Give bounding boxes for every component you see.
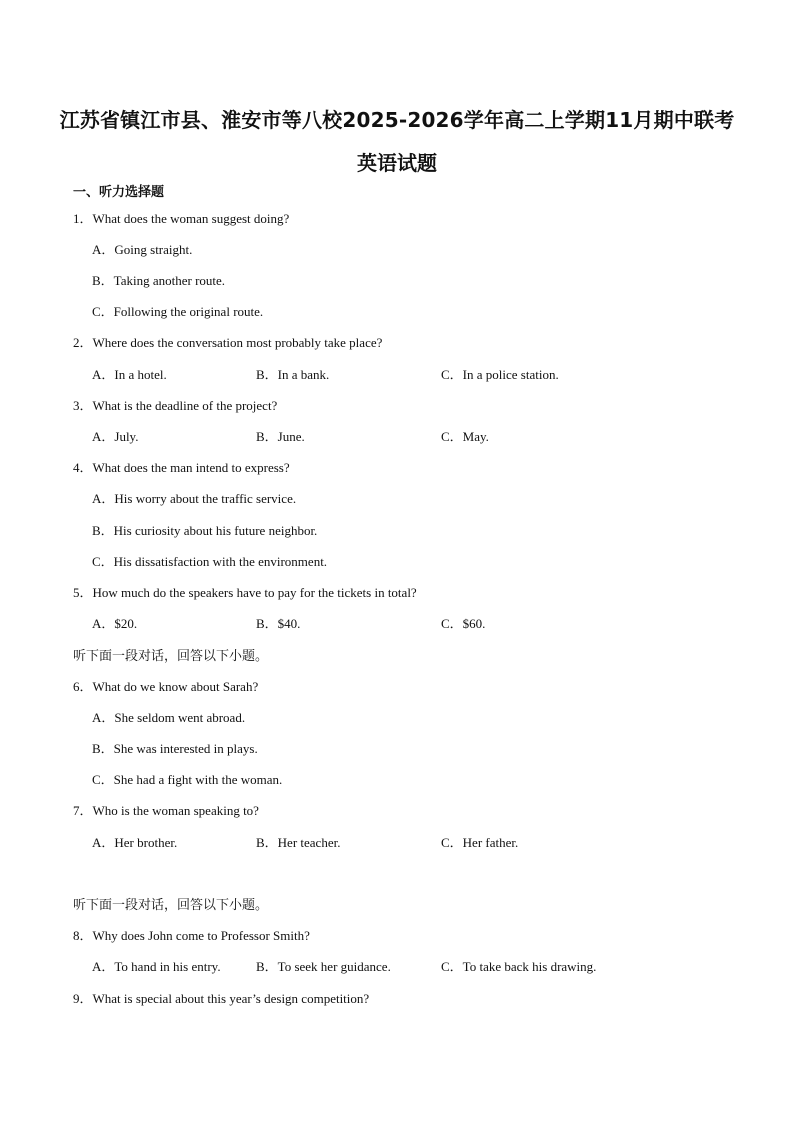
listening-instruction: 听下面一段对话，回答以下小题。 (73, 898, 269, 913)
option-2b: B．In a bank. (256, 367, 330, 382)
option-3a: A．July. (92, 429, 139, 444)
option-1c: C．Following the original route. (92, 304, 264, 319)
option-2a: A．In a hotel. (92, 367, 167, 382)
question-text: What does the woman suggest doing? (92, 211, 290, 226)
option-6b: B．She was interested in plays. (92, 741, 258, 756)
option-7a: A．Her brother. (92, 835, 178, 850)
question-text: What do we know about Sarah? (92, 679, 259, 694)
question-6 (73, 676, 258, 695)
option-6c: C．She had a fight with the woman. (92, 772, 283, 787)
question-8 (73, 925, 310, 944)
question-number: 2． (73, 335, 93, 350)
option-4a: A．His worry about the traffic service. (92, 491, 297, 506)
option-4b: B．His curiosity about his future neighbor. (92, 523, 318, 538)
option-6a: A．She seldom went abroad. (92, 710, 246, 725)
option-5c: C．$60. (441, 616, 486, 631)
option-8c: C．To take back his drawing. (441, 959, 597, 974)
question-text: Why does John come to Professor Smith? (92, 928, 310, 943)
question-text: Where does the conversation most probably take place? (92, 335, 383, 350)
question-number: 9． (73, 991, 93, 1006)
question-4 (73, 457, 290, 476)
option-8b: B．To seek her guidance. (256, 959, 391, 974)
question-text: Who is the woman speaking to? (92, 803, 259, 818)
document-title: 江苏省镇江市县、淮安市等八校2025-2026学年高二上学期11月期中联考 (59, 108, 735, 132)
option-1a: A．Going straight. (92, 242, 193, 257)
question-number: 1． (73, 211, 93, 226)
question-9 (73, 988, 369, 1007)
question-text: What is the deadline of the project? (92, 398, 278, 413)
question-text: What does the man intend to express? (92, 460, 290, 475)
question-number: 4． (73, 460, 93, 475)
section-heading: 一、听力选择题 (73, 185, 165, 200)
option-5a: A．$20. (92, 616, 138, 631)
question-number: 7． (73, 803, 93, 818)
question-5 (73, 582, 417, 601)
question-2 (73, 332, 382, 351)
question-number: 8． (73, 928, 93, 943)
question-number: 5． (73, 585, 93, 600)
question-number: 6． (73, 679, 93, 694)
option-1b: B．Taking another route. (92, 273, 226, 288)
option-2c: C．In a police station. (441, 367, 559, 382)
listening-instruction: 听下面一段对话，回答以下小题。 (73, 649, 269, 664)
option-7c: C．Her father. (441, 835, 519, 850)
question-3 (73, 395, 277, 414)
question-number: 3． (73, 398, 93, 413)
question-text: What is special about this year’s design competition? (92, 991, 370, 1006)
document-subtitle: 英语试题 (357, 151, 437, 175)
option-4c: C．His dissatisfaction with the environment. (92, 554, 328, 569)
option-3b: B．June. (256, 429, 305, 444)
question-1 (73, 208, 289, 227)
question-7 (73, 800, 259, 819)
option-8a: A．To hand in his entry. (92, 959, 221, 974)
option-7b: B．Her teacher. (256, 835, 341, 850)
option-5b: B．$40. (256, 616, 301, 631)
option-3c: C．May. (441, 429, 489, 444)
question-text: How much do the speakers have to pay for the tickets in total? (92, 585, 417, 600)
